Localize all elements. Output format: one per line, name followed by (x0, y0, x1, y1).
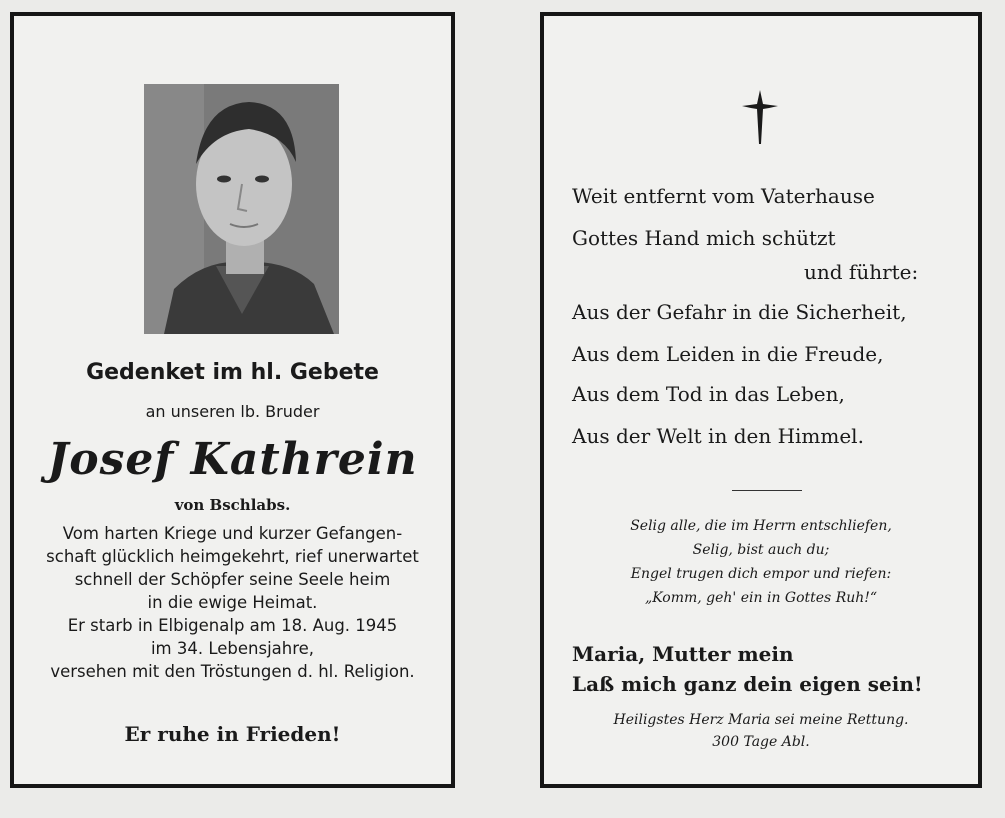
verse-line: „Komm, geh' ein in Gottes Ruh!“ (644, 590, 878, 606)
poem-line: Aus der Welt in den Himmel. (572, 424, 864, 448)
divider (732, 490, 802, 491)
biography-line: im 34. Lebensjahre, (150, 639, 315, 658)
verse-line: Engel trugen dich empor und riefen: (630, 566, 892, 582)
verse-line: Selig, bist auch du; (692, 542, 830, 558)
closing-line: Er ruhe in Frieden! (124, 722, 341, 746)
relation-line: an unseren lb. Bruder (145, 402, 320, 421)
deceased-name: Josef Kathrein (47, 434, 418, 485)
biography-line: in die ewige Heimat. (147, 593, 318, 612)
poem-line: Aus der Gefahr in die Sicherheit, (572, 300, 907, 324)
poem-line: Aus dem Tod in das Leben, (572, 382, 845, 406)
poem-line: Aus dem Leiden in die Freude, (572, 342, 884, 366)
maria-line: Laß mich ganz dein eigen sein! (572, 672, 923, 696)
maria-line: Maria, Mutter mein (572, 642, 794, 666)
prayer-line: Heiligstes Herz Maria sei meine Rettung. (613, 712, 909, 728)
biography-line: Er starb in Elbigenalp am 18. Aug. 1945 (67, 616, 398, 635)
portrait-photo (144, 84, 339, 334)
heading: Gedenket im hl. Gebete (86, 360, 379, 385)
biography-line: Vom harten Kriege und kurzer Gefangen- (62, 524, 403, 543)
biography (14, 522, 451, 683)
memorial-card-left (10, 12, 455, 788)
origin-line: von Bschlabs. (174, 496, 291, 514)
poem-line: und führte: (804, 260, 919, 284)
biography-line: schaft glücklich heimgekehrt, rief unerwartet (46, 547, 419, 566)
cross-icon (740, 88, 780, 148)
biography-line: schnell der Schöpfer seine Seele heim (74, 570, 391, 589)
portrait-photo-graphic (144, 84, 339, 334)
poem-line: Weit entfernt vom Vaterhause (572, 184, 875, 208)
poem-line: Gottes Hand mich schützt (572, 226, 836, 250)
memorial-card-right (540, 12, 982, 788)
verse-line: Selig alle, die im Herrn entschliefen, (630, 518, 892, 534)
indulgence-line: 300 Tage Abl. (712, 734, 810, 750)
biography-line: versehen mit den Tröstungen d. hl. Religion. (50, 662, 415, 681)
